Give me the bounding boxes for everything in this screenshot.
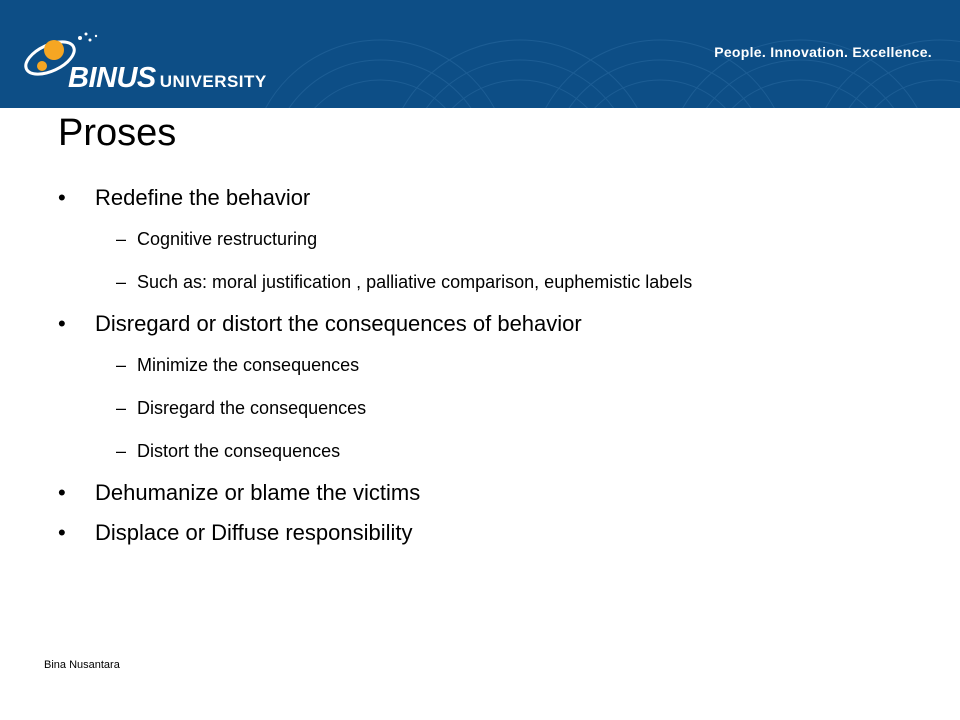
logo-wordmark bbox=[68, 62, 267, 95]
dash-marker: – bbox=[116, 398, 127, 418]
bullet-text: Disregard or distort the consequences of behavior bbox=[95, 311, 582, 336]
dash-marker: – bbox=[116, 441, 127, 461]
bullet-item bbox=[58, 473, 918, 513]
bullet-marker: • bbox=[58, 520, 66, 545]
dash-marker: – bbox=[116, 229, 127, 249]
bullet-marker: • bbox=[58, 311, 66, 336]
bullet-text: Minimize the consequences bbox=[137, 355, 360, 375]
tagline: People. Innovation. Excellence. bbox=[714, 44, 932, 60]
dash-marker: – bbox=[116, 355, 127, 375]
bullet-item bbox=[58, 304, 918, 344]
bullet-text: Redefine the behavior bbox=[95, 185, 311, 210]
slide-title: Proses bbox=[58, 112, 177, 154]
sub-bullet-item bbox=[58, 218, 918, 261]
header-banner bbox=[0, 0, 960, 108]
sub-bullet-item bbox=[58, 387, 918, 430]
logo-brand: BINUS bbox=[68, 62, 156, 94]
bullet-text: Displace or Diffuse responsibility bbox=[95, 520, 413, 545]
sub-bullet-item bbox=[58, 344, 918, 387]
bullet-list bbox=[58, 178, 918, 553]
bullet-text: Such as: moral justification , palliative comparison, euphemistic labels bbox=[137, 272, 693, 292]
bullet-text: Cognitive restructuring bbox=[137, 229, 318, 249]
bullet-text: Disregard the consequences bbox=[137, 398, 367, 418]
footer-text: Bina Nusantara bbox=[44, 659, 120, 671]
bullet-marker: • bbox=[58, 480, 66, 505]
logo-suffix: UNIVERSITY bbox=[159, 72, 267, 91]
sub-bullet-item bbox=[58, 430, 918, 473]
bullet-text: Dehumanize or blame the victims bbox=[95, 480, 421, 505]
bullet-marker: • bbox=[58, 185, 66, 210]
sub-bullet-item bbox=[58, 261, 918, 304]
bullet-item bbox=[58, 178, 918, 218]
bullet-text: Distort the consequences bbox=[137, 441, 341, 461]
dash-marker: – bbox=[116, 272, 127, 292]
binus-logo bbox=[20, 28, 280, 98]
bullet-item bbox=[58, 513, 918, 553]
